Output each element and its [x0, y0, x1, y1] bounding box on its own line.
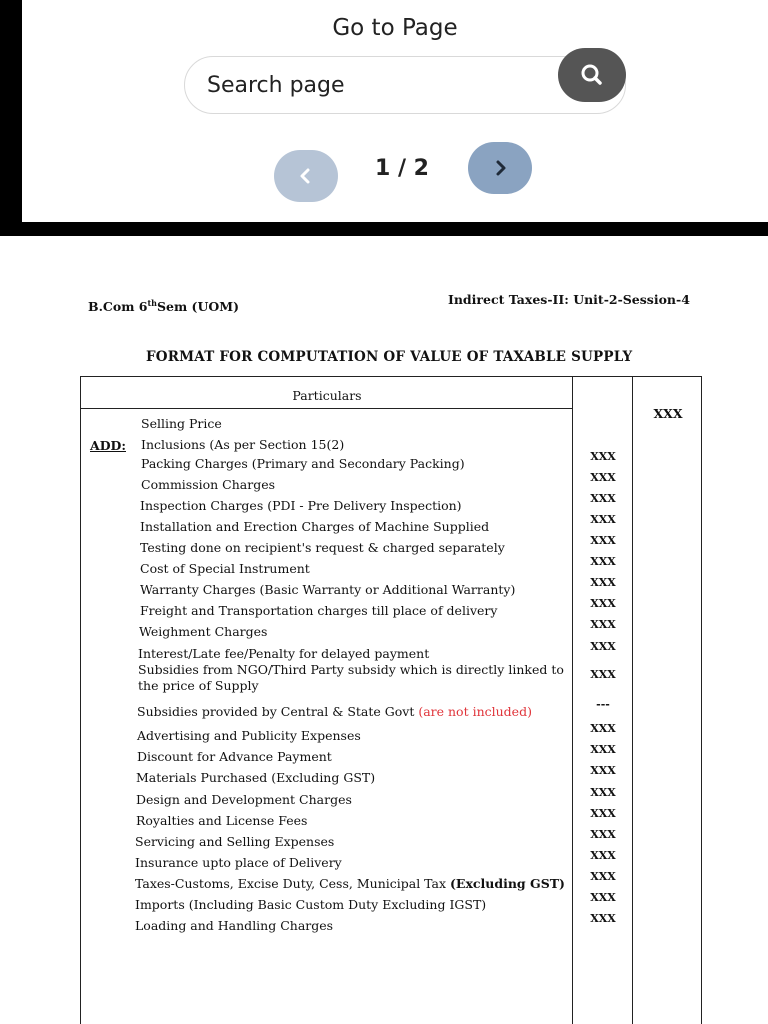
list-item	[138, 662, 564, 694]
row-label: Taxes-Customs, Excise Duty, Cess, Municipal Tax	[135, 876, 451, 891]
add-label: ADD:	[90, 438, 126, 453]
search-button[interactable]	[558, 48, 626, 102]
list-item	[137, 704, 532, 719]
column-divider-2	[632, 376, 633, 1024]
search-input[interactable]	[207, 67, 537, 103]
list-item	[140, 561, 310, 576]
header-divider	[80, 408, 572, 409]
goto-page-title: Go to Page	[332, 15, 458, 41]
row-value: XXX	[590, 492, 616, 505]
table-right-border	[701, 376, 702, 1024]
row-value: XXX	[590, 807, 616, 820]
document-title: FORMAT FOR COMPUTATION OF VALUE OF TAXABLE SUPPLY	[146, 349, 633, 365]
row-value: XXX	[590, 764, 616, 777]
column-header-particulars: Particulars	[292, 388, 362, 403]
row-value: XXX	[590, 640, 616, 653]
list-item	[140, 603, 497, 618]
page-indicator: 1 / 2	[375, 156, 429, 181]
list-item	[140, 519, 489, 534]
document-page	[0, 236, 768, 1024]
row-value: XXX	[590, 534, 616, 547]
list-item	[135, 918, 333, 933]
row-label: Warranty Charges (Basic Warranty or Additional Warranty)	[140, 582, 516, 597]
list-item	[141, 477, 275, 492]
list-item	[138, 646, 429, 661]
list-item	[135, 897, 486, 912]
list-item	[136, 792, 352, 807]
row-label-continued: the price of Supply	[138, 678, 259, 693]
course-header	[88, 298, 239, 314]
selling-price-label: Selling Price	[141, 416, 222, 431]
row-label-note: (are not included)	[418, 704, 532, 719]
row-label: Packing Charges (Primary and Secondary Packing)	[141, 456, 465, 471]
list-item	[140, 582, 515, 597]
list-item	[135, 876, 565, 891]
row-label: Weighment Charges	[139, 624, 268, 639]
list-item	[135, 855, 342, 870]
row-label: Subsidies provided by Central & State Govt	[137, 704, 419, 719]
search-icon	[579, 62, 605, 88]
table-top-border	[80, 376, 702, 377]
row-value: XXX	[590, 513, 616, 526]
row-label: Testing done on recipient's request & charged separately	[140, 540, 505, 555]
row-value: XXX	[590, 555, 616, 568]
list-item	[136, 813, 307, 828]
list-item	[140, 540, 505, 555]
next-page-button[interactable]	[468, 142, 532, 194]
row-value: XXX	[590, 618, 616, 631]
chevron-right-icon	[491, 159, 509, 177]
subject-header: Indirect Taxes-II: Unit-2-Session-4	[448, 292, 690, 307]
row-value: ---	[596, 698, 610, 711]
row-value: XXX	[590, 743, 616, 756]
inclusions-label: Inclusions (As per Section 15(2)	[141, 437, 345, 452]
row-label: Inspection Charges (PDI - Pre Delivery Inspection)	[140, 498, 462, 513]
list-item	[135, 834, 334, 849]
table-left-border-lower	[80, 396, 81, 1024]
list-item	[137, 728, 361, 743]
goto-page-bar	[0, 0, 768, 236]
row-value: XXX	[590, 786, 616, 799]
previous-page-button[interactable]	[274, 150, 338, 202]
row-value: XXX	[590, 576, 616, 589]
goto-page-panel	[22, 0, 768, 222]
row-label: Subsidies from NGO/Third Party subsidy which is directly linked to	[138, 662, 564, 677]
selling-price-value: XXX	[653, 406, 683, 421]
computation-table	[80, 376, 702, 1024]
row-label: Cost of Special Instrument	[140, 561, 310, 576]
row-label: Commission Charges	[141, 477, 276, 492]
list-item	[141, 456, 465, 471]
row-label: Loading and Handling Charges	[135, 918, 334, 933]
row-label: Insurance upto place of Delivery	[135, 855, 342, 870]
list-item	[137, 749, 332, 764]
row-label: Discount for Advance Payment	[137, 749, 332, 764]
row-label: Imports (Including Basic Custom Duty Excluding IGST)	[135, 897, 487, 912]
row-value: XXX	[590, 870, 616, 883]
column-divider-1	[572, 376, 573, 1024]
row-value: XXX	[590, 912, 616, 925]
row-label: Freight and Transportation charges till place of delivery	[140, 603, 498, 618]
row-label: Interest/Late fee/Penalty for delayed payment	[138, 646, 430, 661]
row-value: XXX	[590, 450, 616, 463]
list-item	[136, 770, 375, 785]
course-header-suffix: Sem (UOM)	[157, 299, 240, 315]
row-value: XXX	[590, 471, 616, 484]
row-label: Installation and Erection Charges of Machine Supplied	[140, 519, 490, 534]
row-label: Royalties and License Fees	[136, 813, 308, 828]
row-label: Servicing and Selling Expenses	[135, 834, 335, 849]
course-header-prefix: B.Com 6	[88, 299, 148, 315]
row-value: XXX	[590, 668, 616, 681]
row-value: XXX	[590, 849, 616, 862]
row-label-emphasis: (Excluding GST)	[450, 876, 565, 891]
row-value: XXX	[590, 597, 616, 610]
row-label: Materials Purchased (Excluding GST)	[136, 770, 376, 785]
list-item	[139, 624, 267, 639]
list-item	[140, 498, 462, 513]
row-value: XXX	[590, 828, 616, 841]
chevron-left-icon	[297, 167, 315, 185]
row-label: Advertising and Publicity Expenses	[137, 728, 361, 743]
course-header-sup: th	[147, 298, 157, 308]
row-value: XXX	[590, 722, 616, 735]
row-label: Design and Development Charges	[136, 792, 352, 807]
row-value: XXX	[590, 891, 616, 904]
